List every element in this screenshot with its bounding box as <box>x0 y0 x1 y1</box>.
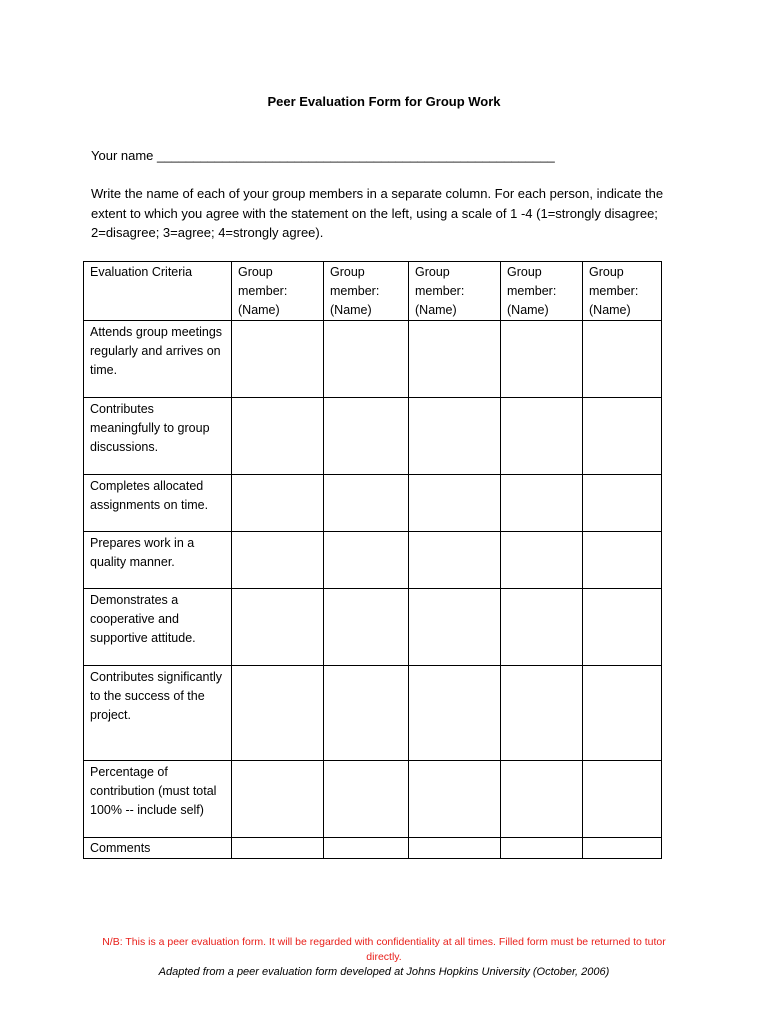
rating-cell[interactable] <box>409 475 501 532</box>
comment-cell[interactable] <box>583 838 662 859</box>
header-member-line3: (Name) <box>507 303 549 317</box>
table-row-contributes-significantly <box>84 666 662 761</box>
rating-cell[interactable] <box>501 532 583 589</box>
table-row-contributes-meaningfully <box>84 398 662 475</box>
header-member-line2: member: <box>330 284 380 298</box>
rating-cell[interactable] <box>583 532 662 589</box>
rating-cell[interactable] <box>409 532 501 589</box>
rating-cell[interactable] <box>232 532 324 589</box>
rating-cell[interactable] <box>409 666 501 761</box>
your-name-label: Your name <box>91 148 154 163</box>
rating-cell[interactable] <box>409 321 501 398</box>
instructions-text: Write the name of each of your group members in a separate column. For each person, indicate the extent to which you agree with the statement on the left, using a scale of 1 -4 (1=strongly disagree; 2=disagree; 3=agree; 4=strongly agree). <box>91 186 664 240</box>
rating-cell[interactable] <box>583 589 662 666</box>
rating-cell[interactable] <box>409 589 501 666</box>
table-row-completes-assignments <box>84 475 662 532</box>
rating-cell[interactable] <box>232 321 324 398</box>
evaluation-table <box>83 261 662 859</box>
rating-cell[interactable] <box>501 398 583 475</box>
your-name-blank: _______________________________________________________ <box>157 148 555 163</box>
table-row-prepares-work <box>84 532 662 589</box>
criterion-label: Prepares work in a quality manner. <box>84 532 232 589</box>
rating-cell[interactable] <box>583 666 662 761</box>
rating-cell[interactable] <box>232 589 324 666</box>
header-member-line1: Group <box>238 265 273 279</box>
criterion-label: Percentage of contribution (must total 100% -- include self) <box>84 761 232 838</box>
header-member-line1: Group <box>415 265 450 279</box>
criterion-label: Completes allocated assignments on time. <box>84 475 232 532</box>
rating-cell[interactable] <box>324 475 409 532</box>
rating-cell[interactable] <box>324 321 409 398</box>
comment-cell[interactable] <box>232 838 324 859</box>
rating-cell[interactable] <box>501 666 583 761</box>
comment-cell[interactable] <box>324 838 409 859</box>
header-member-line1: Group <box>507 265 542 279</box>
header-evaluation-criteria: Evaluation Criteria <box>84 262 232 321</box>
header-member-line3: (Name) <box>415 303 457 317</box>
table-row-attends-meetings <box>84 321 662 398</box>
comment-cell[interactable] <box>501 838 583 859</box>
rating-cell[interactable] <box>409 398 501 475</box>
rating-cell[interactable] <box>501 475 583 532</box>
criterion-label: Demonstrates a cooperative and supportive attitude. <box>84 589 232 666</box>
rating-cell[interactable] <box>501 321 583 398</box>
rating-cell[interactable] <box>583 761 662 838</box>
header-member-line3: (Name) <box>238 303 280 317</box>
criterion-label: Attends group meetings regularly and arrives on time. <box>84 321 232 398</box>
table-row-cooperative-attitude <box>84 589 662 666</box>
table-row-comments <box>84 838 662 859</box>
table-row-percentage-contribution <box>84 761 662 838</box>
header-member-line2: member: <box>238 284 288 298</box>
rating-cell[interactable] <box>501 589 583 666</box>
source-citation: Adapted from a peer evaluation form developed at Johns Hopkins University (October, 2006) <box>158 966 610 978</box>
comment-cell[interactable] <box>409 838 501 859</box>
rating-cell[interactable] <box>409 761 501 838</box>
header-member-line2: member: <box>589 284 639 298</box>
header-group-member-2 <box>324 262 409 321</box>
rating-cell[interactable] <box>583 321 662 398</box>
criterion-label: Contributes significantly to the success of the project. <box>84 666 232 761</box>
header-group-member-1 <box>232 262 324 321</box>
header-group-member-4 <box>501 262 583 321</box>
your-name-field[interactable] <box>91 148 555 163</box>
header-member-line2: member: <box>507 284 557 298</box>
rating-cell[interactable] <box>501 761 583 838</box>
rating-cell[interactable] <box>324 398 409 475</box>
rating-cell[interactable] <box>324 666 409 761</box>
criterion-label: Comments <box>84 838 232 859</box>
rating-cell[interactable] <box>232 761 324 838</box>
table-header-row <box>84 262 662 321</box>
rating-cell[interactable] <box>232 475 324 532</box>
header-group-member-5 <box>583 262 662 321</box>
rating-cell[interactable] <box>324 532 409 589</box>
rating-cell[interactable] <box>583 398 662 475</box>
rating-cell[interactable] <box>324 589 409 666</box>
rating-cell[interactable] <box>583 475 662 532</box>
page-title: Peer Evaluation Form for Group Work <box>267 94 501 109</box>
header-member-line3: (Name) <box>330 303 372 317</box>
header-member-line3: (Name) <box>589 303 631 317</box>
header-group-member-3 <box>409 262 501 321</box>
confidentiality-notice: N/B: This is a peer evaluation form. It will be regarded with confidentiality at all times. Filled form must be returned to tutor directly. <box>102 936 666 963</box>
header-member-line1: Group <box>589 265 624 279</box>
rating-cell[interactable] <box>232 666 324 761</box>
criterion-label: Contributes meaningfully to group discussions. <box>84 398 232 475</box>
header-member-line1: Group <box>330 265 365 279</box>
rating-cell[interactable] <box>324 761 409 838</box>
rating-cell[interactable] <box>232 398 324 475</box>
header-member-line2: member: <box>415 284 465 298</box>
